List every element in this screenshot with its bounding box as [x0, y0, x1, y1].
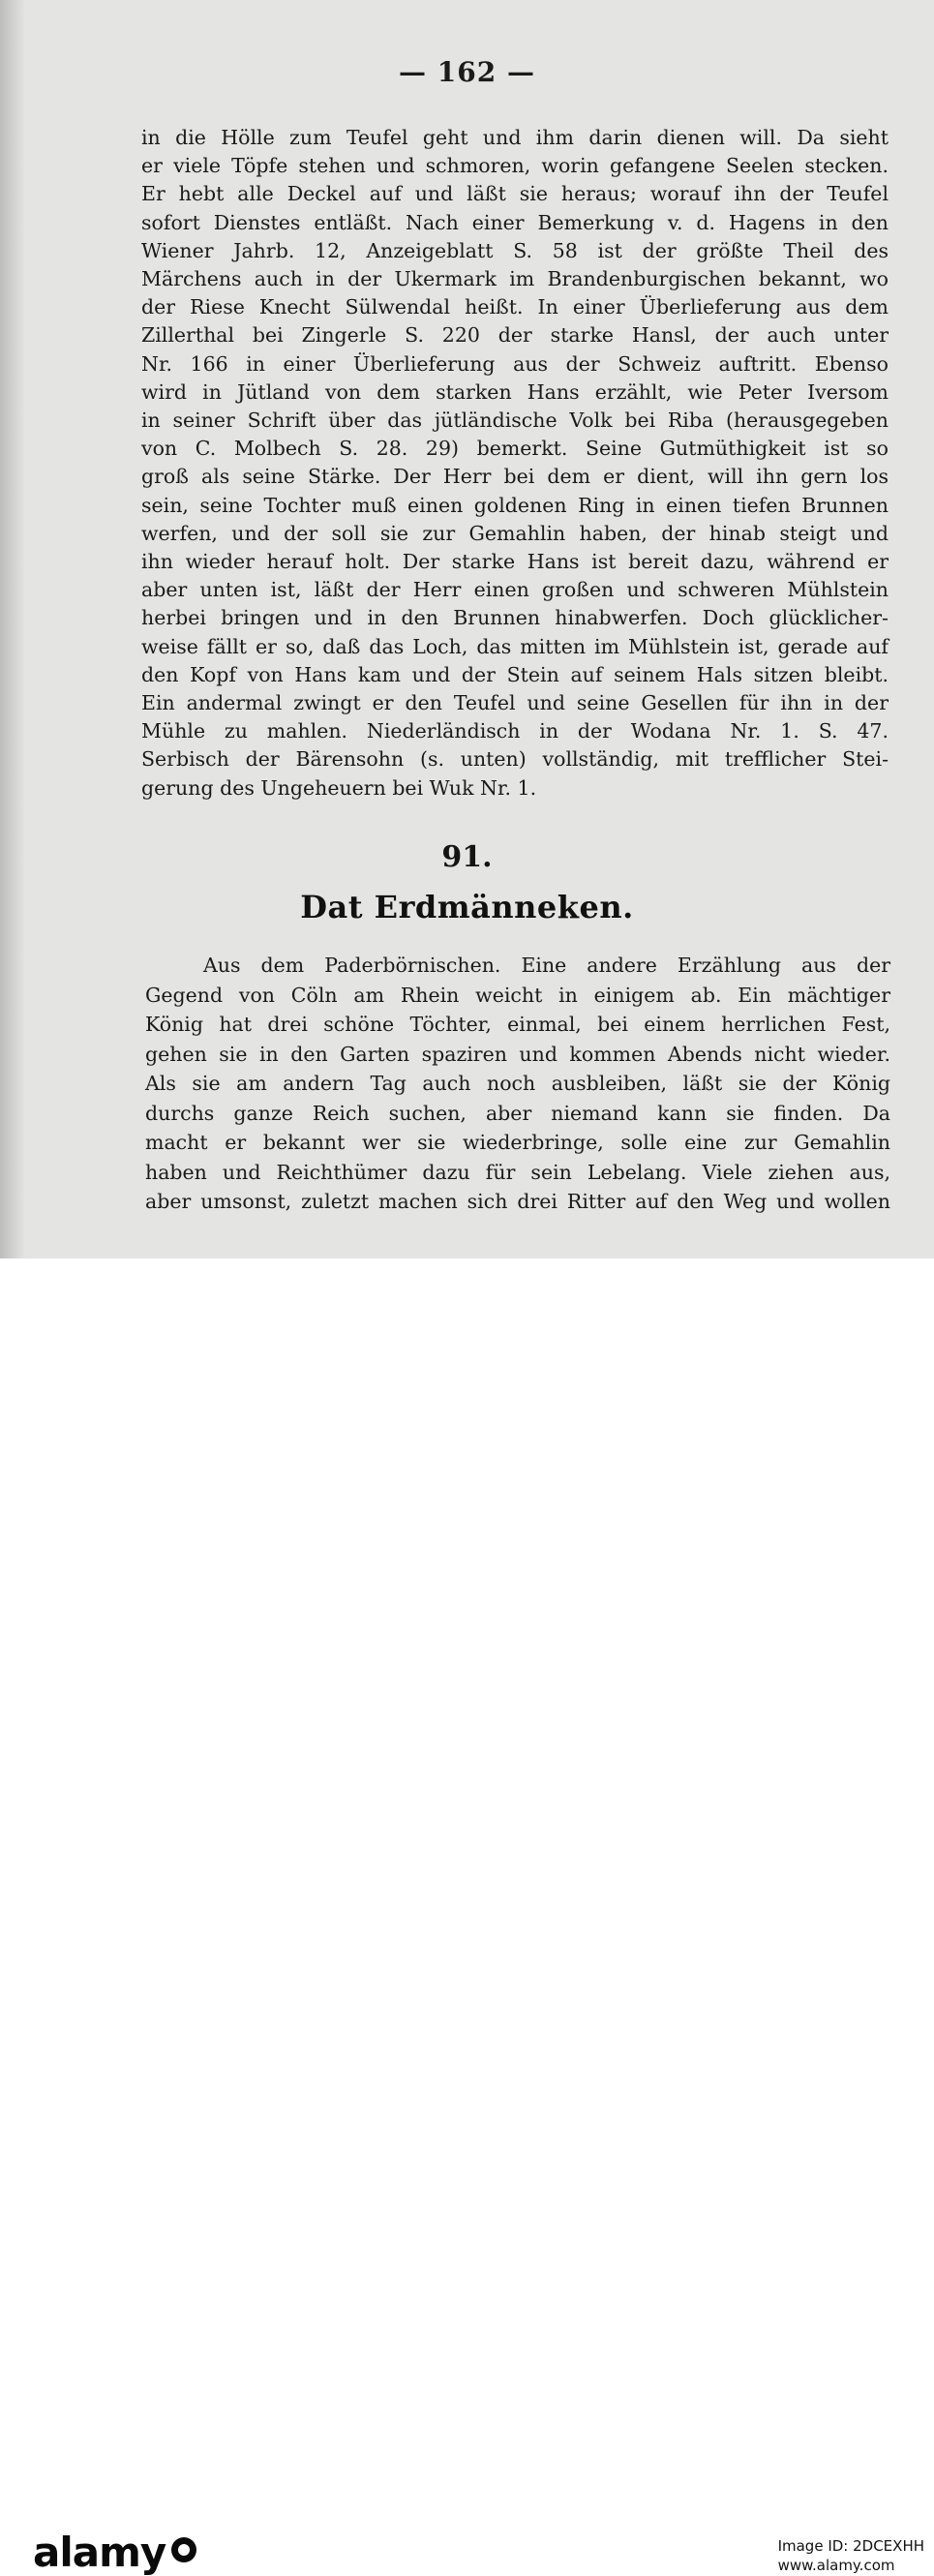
image-id: Image ID: 2DCEXHH — [777, 2537, 924, 2555]
text-line: Märchens auch in der Ukermark im Brandenburgischen bekannt, wo — [141, 267, 889, 291]
text-line: aber unten ist, läßt der Herr einen großen und schweren Mühlstein — [141, 578, 889, 602]
text-line: den Kopf von Hans kam und der Stein auf seinem Hals sitzen bleibt. — [141, 662, 889, 686]
text-line: Als sie am andern Tag auch noch ausbleiben, läßt sie der König — [145, 1072, 890, 1095]
text-line: Mühle zu mahlen. Niederländisch in der Wodana Nr. 1. S. 47. — [141, 719, 889, 743]
text-line: ihn wieder herauf holt. Der starke Hans ist bereit dazu, während er — [141, 550, 889, 574]
text-line: Er hebt alle Deckel auf und läßt sie heraus; worauf ihn der Teufel — [141, 182, 889, 206]
paragraph-continued — [141, 124, 889, 803]
text-line: Gegend von Cöln am Rhein weicht in einigem ab. Ein mächtiger — [145, 983, 890, 1007]
text-line: der Riese Knecht Sülwendal heißt. In einer Überlieferung aus dem — [141, 295, 889, 319]
image-id-block — [778, 2536, 924, 2575]
text-line: er viele Töpfe stehen und schmoren, worin gefangene Seelen stecken. — [141, 154, 889, 178]
text-line: gehen sie in den Garten spaziren und kommen Abends nicht wieder. — [145, 1042, 890, 1066]
text-line: durchs ganze Reich suchen, aber niemand kann sie finden. Da — [145, 1101, 890, 1125]
text-line: Ein andermal zwingt er den Teufel und seine Gesellen für ihn in der — [141, 691, 889, 715]
page-spine-shadow — [0, 0, 25, 1258]
text-line: sofort Dienstes entläßt. Nach einer Bemerkung v. d. Hagens in den — [141, 210, 889, 234]
text-line: von C. Molbech S. 28. 29) bemerkt. Seine Gutmüthigkeit ist so — [141, 437, 889, 461]
text-line: König hat drei schöne Töchter, einmal, bei einem herrlichen Fest, — [145, 1013, 890, 1036]
text-line: weise fällt er so, daß das Loch, das mitten im Mühlstein ist, gerade auf — [141, 634, 889, 658]
text-line: aber umsonst, zuletzt machen sich drei Ritter auf den Weg und wollen — [145, 1190, 890, 1213]
text-line: herbei bringen und in den Brunnen hinabwerfen. Doch glücklicher- — [141, 606, 889, 630]
text-line: Nr. 166 in einer Überlieferung aus der Schweiz auftritt. Ebenso — [141, 351, 889, 376]
site-url[interactable]: www.alamy.com — [777, 2557, 895, 2574]
book-page — [0, 0, 934, 1258]
alamy-a-icon — [169, 2535, 198, 2564]
text-line: groß als seine Stärke. Der Herr bei dem er dient, will ihn gern los — [141, 465, 889, 489]
text-line: in die Hölle zum Teufel geht und ihm darin dienen will. Da sieht — [141, 126, 889, 149]
text-line: Zillerthal bei Zingerle S. 220 der starke Hansl, der auch unter — [141, 323, 889, 348]
text-line: Serbisch der Bärensohn (s. unten) vollständig, mit trefflicher Stei- — [141, 747, 889, 772]
logo-text: alamy — [33, 2529, 166, 2576]
text-line: Aus dem Paderbörnischen. Eine andere Erzählung aus der — [203, 954, 890, 977]
section-title: Dat Erdmänneken. — [300, 889, 634, 925]
text-line: haben und Reichthümer dazu für sein Lebelang. Viele ziehen aus, — [145, 1160, 890, 1184]
text-line: werfen, und der soll sie zur Gemahlin haben, der hinab steigt und — [141, 521, 889, 545]
alamy-logo — [33, 2529, 198, 2576]
text-line: macht er bekannt wer sie wiederbringe, solle eine zur Gemahlin — [145, 1131, 890, 1154]
section-number: 91. — [441, 840, 493, 874]
text-line: sein, seine Tochter muß einen goldenen Ring in einen tiefen Brunnen — [141, 493, 889, 517]
text-line: gerung des Ungeheuern bei Wuk Nr. 1. — [141, 775, 537, 800]
page-number: — 162 — — [399, 56, 535, 88]
stock-footer-bar — [0, 1258, 934, 2576]
paragraph-section-91 — [145, 951, 890, 1217]
text-line: Wiener Jahrb. 12, Anzeigeblatt S. 58 ist der größte Theil des — [141, 238, 889, 262]
text-line: in seiner Schrift über das jütländische Volk bei Riba (herausgegeben — [141, 409, 889, 433]
text-line: wird in Jütland von dem starken Hans erzählt, wie Peter Iversom — [141, 379, 889, 404]
